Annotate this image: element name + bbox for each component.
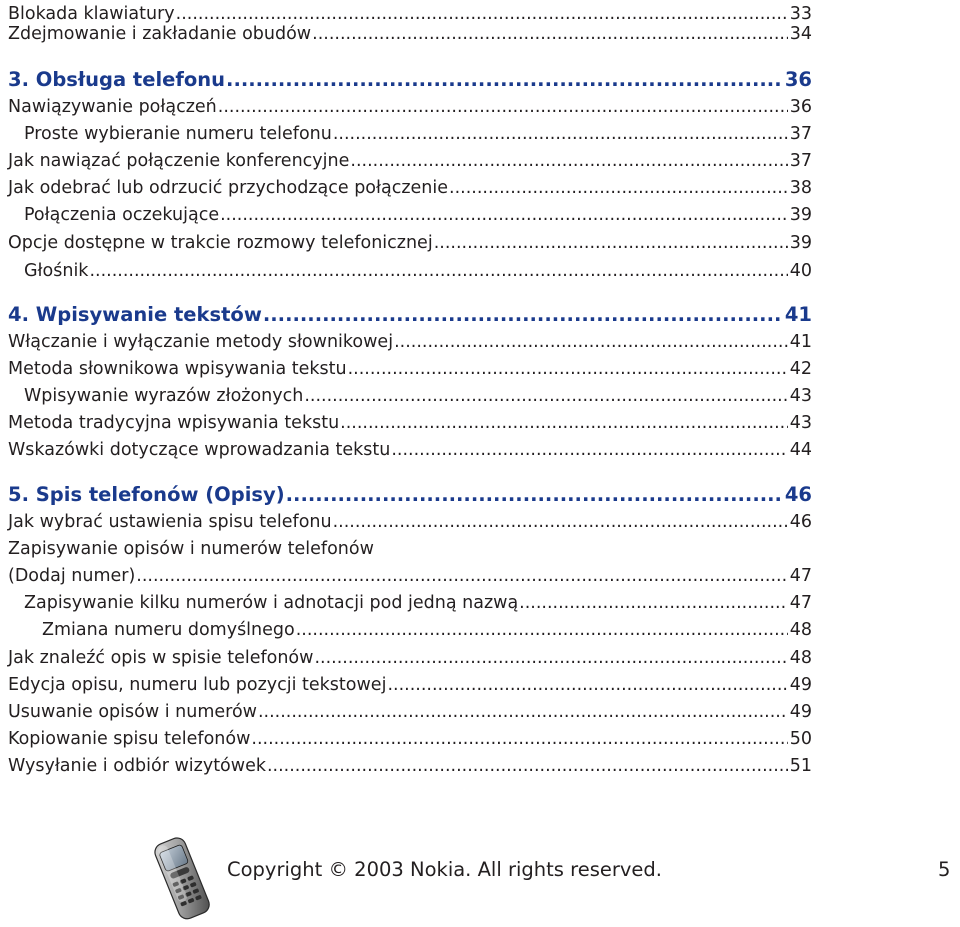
toc-entry-page: 34 bbox=[789, 24, 812, 44]
dot-leader bbox=[314, 644, 787, 672]
toc-section-heading[interactable] bbox=[8, 481, 812, 509]
toc-entry-page: 51 bbox=[789, 756, 812, 776]
toc-entry[interactable] bbox=[8, 229, 812, 257]
page-footer bbox=[0, 828, 960, 923]
toc-entry-page: 39 bbox=[789, 205, 812, 225]
toc-entry-page: 48 bbox=[789, 620, 812, 640]
toc-entry[interactable] bbox=[24, 257, 812, 285]
toc-entry-page: 41 bbox=[789, 332, 812, 352]
toc-section-label: 3. Obsługa telefonu bbox=[8, 68, 226, 91]
dot-leader bbox=[220, 201, 788, 229]
dot-leader bbox=[226, 66, 783, 94]
toc-entry-label: Opcje dostępne w trakcie rozmowy telefonicznej bbox=[8, 233, 433, 253]
toc-entry-label: Wysyłanie i odbiór wizytówek bbox=[8, 756, 266, 776]
toc-entry-page: 44 bbox=[789, 440, 812, 460]
toc-entry[interactable] bbox=[8, 93, 812, 121]
toc-entry-label: Proste wybieranie numeru telefonu bbox=[24, 124, 332, 144]
toc-entry-page: 47 bbox=[789, 593, 812, 613]
toc-entry-page: 39 bbox=[789, 233, 812, 253]
toc-entry-label: Nawiązywanie połączeń bbox=[8, 97, 217, 117]
toc-entry-label: Jak nawiązać połączenie konferencyjne bbox=[8, 151, 350, 171]
toc-entry-page: 50 bbox=[789, 729, 812, 749]
toc-entry-page: 42 bbox=[789, 359, 812, 379]
toc-entry-label: Zdejmowanie i zakładanie obudów bbox=[8, 24, 312, 44]
toc-entry-label: Metoda słownikowa wpisywania tekstu bbox=[8, 359, 347, 379]
toc-entry-label: Wpisywanie wyrazów złożonych bbox=[24, 386, 304, 406]
toc-entry[interactable] bbox=[8, 671, 812, 699]
page-number: 5 bbox=[938, 858, 951, 881]
dot-leader bbox=[89, 257, 787, 285]
copyright-notice: Copyright © 2003 Nokia. All rights reserved. bbox=[227, 858, 662, 881]
dot-leader bbox=[387, 671, 787, 699]
toc-entry[interactable] bbox=[8, 508, 812, 536]
toc-entry-page: 36 bbox=[789, 97, 812, 117]
dot-leader bbox=[340, 409, 788, 437]
toc-entry-page: 48 bbox=[789, 648, 812, 668]
toc-entry[interactable] bbox=[8, 409, 812, 437]
toc-entry[interactable] bbox=[8, 174, 812, 202]
toc-entry-label: Edycja opisu, numeru lub pozycji tekstowej bbox=[8, 675, 387, 695]
dot-leader bbox=[312, 20, 788, 48]
dot-leader bbox=[286, 481, 783, 509]
dot-leader bbox=[136, 562, 787, 590]
toc-section-heading[interactable] bbox=[8, 301, 812, 329]
toc-entry-label: Jak odebrać lub odrzucić przychodzące połączenie bbox=[8, 178, 448, 198]
toc-entry[interactable] bbox=[8, 147, 812, 175]
toc-entry-page: 47 bbox=[789, 566, 812, 586]
dot-leader bbox=[333, 120, 788, 148]
toc-entry-label: Wskazówki dotyczące wprowadzania tekstu bbox=[8, 440, 391, 460]
toc-section-heading[interactable] bbox=[8, 66, 812, 94]
toc-entry[interactable] bbox=[8, 562, 812, 590]
dot-leader bbox=[350, 147, 787, 175]
toc-section-label: 5. Spis telefonów (Opisy) bbox=[8, 483, 285, 506]
toc-entry-label: Blokada klawiatury bbox=[8, 4, 175, 24]
toc-entry-label: Metoda tradycyjna wpisywania tekstu bbox=[8, 413, 340, 433]
toc-entry-label: Zmiana numeru domyślnego bbox=[42, 620, 295, 640]
dot-leader bbox=[333, 508, 788, 536]
toc-entry[interactable] bbox=[8, 725, 812, 753]
dot-leader bbox=[449, 174, 788, 202]
dot-leader bbox=[304, 382, 787, 410]
dot-leader bbox=[391, 436, 787, 464]
toc-entry[interactable] bbox=[42, 616, 812, 644]
toc-entry-label: Połączenia oczekujące bbox=[24, 205, 220, 225]
toc-entry-page: 37 bbox=[789, 124, 812, 144]
toc-entry-first-line[interactable] bbox=[8, 535, 812, 563]
toc-entry-page: 43 bbox=[789, 386, 812, 406]
toc-entry-label: Głośnik bbox=[24, 261, 89, 281]
nokia-phone-icon bbox=[148, 834, 218, 922]
toc-entry[interactable] bbox=[24, 589, 812, 617]
toc-entry-page: 38 bbox=[789, 178, 812, 198]
toc-entry[interactable] bbox=[8, 644, 812, 672]
dot-leader bbox=[296, 616, 788, 644]
toc-entry-page: 40 bbox=[789, 261, 812, 281]
dot-leader bbox=[251, 725, 787, 753]
dot-leader bbox=[267, 752, 788, 780]
toc-entry-page: 37 bbox=[789, 151, 812, 171]
toc-entry[interactable] bbox=[8, 328, 812, 356]
toc-entry[interactable] bbox=[24, 382, 812, 410]
toc-entry-page: 46 bbox=[789, 512, 812, 532]
dot-leader bbox=[519, 589, 788, 617]
dot-leader bbox=[258, 698, 788, 726]
toc-entry-page: 49 bbox=[789, 702, 812, 722]
toc-entry[interactable] bbox=[8, 355, 812, 383]
toc-entry-label: Włączanie i wyłączanie metody słownikowej bbox=[8, 332, 394, 352]
toc-entry[interactable] bbox=[8, 20, 812, 48]
dot-leader bbox=[394, 328, 788, 356]
dot-leader bbox=[434, 229, 788, 257]
toc-entry-label: Zapisywanie opisów i numerów telefonów bbox=[8, 539, 374, 559]
toc-entry-label: (Dodaj numer) bbox=[8, 566, 136, 586]
dot-leader bbox=[348, 355, 788, 383]
toc-entry-label: Zapisywanie kilku numerów i adnotacji pod jedną nazwą bbox=[24, 593, 519, 613]
toc-entry-page: 43 bbox=[789, 413, 812, 433]
toc-entry-page: 33 bbox=[789, 4, 812, 24]
toc-entry-label: Usuwanie opisów i numerów bbox=[8, 702, 257, 722]
toc-entry[interactable] bbox=[24, 201, 812, 229]
toc-entry-label: Jak znaleźć opis w spisie telefonów bbox=[8, 648, 314, 668]
dot-leader bbox=[218, 93, 788, 121]
toc-section-label: 4. Wpisywanie tekstów bbox=[8, 303, 262, 326]
toc-section-page: 41 bbox=[784, 303, 812, 326]
toc-section-page: 36 bbox=[784, 68, 812, 91]
toc-entry[interactable] bbox=[8, 436, 812, 464]
toc-entry-page: 49 bbox=[789, 675, 812, 695]
dot-leader bbox=[263, 301, 783, 329]
toc-entry[interactable] bbox=[24, 120, 812, 148]
toc-entry[interactable] bbox=[8, 698, 812, 726]
toc-entry-label: Kopiowanie spisu telefonów bbox=[8, 729, 251, 749]
toc-entry[interactable] bbox=[8, 752, 812, 780]
toc-section-page: 46 bbox=[784, 483, 812, 506]
toc-entry-label: Jak wybrać ustawienia spisu telefonu bbox=[8, 512, 332, 532]
